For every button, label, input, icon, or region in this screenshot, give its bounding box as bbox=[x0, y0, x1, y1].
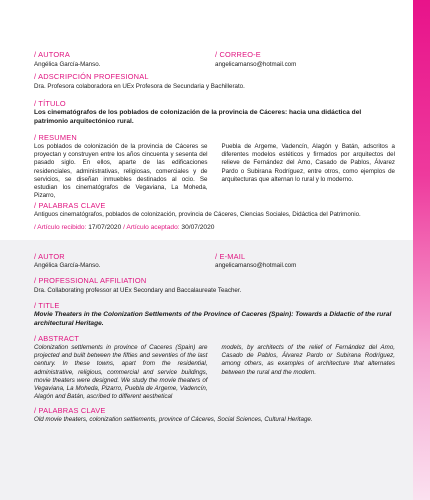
affiliation-label: / ADSCRIPCIÓN PROFESIONAL bbox=[34, 72, 149, 81]
author-label-en: / AUTOR bbox=[34, 252, 65, 261]
abstract-text-en bbox=[34, 344, 395, 401]
abstract-column-2: Puebla de Argeme, Vadencín, Alagón y Batán, adscritos a diferentes modelos estéticos y firmados por arquitectos del relieve de Fernández del Amo, Casado de Pablos, Álvarez Pardo o Subirana Rodríguez, entre otros, como ejemplos de arquitecturas que alternan lo rural y lo moderno. bbox=[221, 143, 395, 183]
accepted-date: 30/07/2020 bbox=[181, 224, 215, 231]
email-label-en: / E-MAIL bbox=[215, 252, 246, 261]
keywords-label: / PALABRAS CLAVE bbox=[34, 201, 106, 210]
abstract-column-1-en: Colonization settlements in province of Caceres (Spain) are projected and built between the fifties and seventies of the last century. In these towns, apart from the residential, administrative, religious, commercial and service buildings, movie theaters were designed. We study the movie theaters of Vegaviana, La Moheda, Pizarro, Puebla de Argeme, Vadencín, Alagón and Batán, ascribed to different aesthetical bbox=[34, 344, 208, 401]
email-label: / CORREO-E bbox=[215, 50, 261, 59]
email-value[interactable]: angelicamanso@hotmail.com bbox=[215, 61, 297, 68]
affiliation-label-en: / PROFESSIONAL AFFILIATION bbox=[34, 276, 147, 285]
spanish-metadata-section bbox=[0, 40, 413, 240]
title-label-en: / TITLE bbox=[34, 301, 60, 310]
keywords-label-en: / PALABRAS CLAVE bbox=[34, 406, 106, 415]
article-title-en: Movie Theaters in the Colonization Settlements of the Province of Caceres (Spain): Towards a Didactic of the rural architectural Heritage. bbox=[34, 311, 392, 327]
article-title: Los cinematógrafos de los poblados de colonización de la provincia de Cáceres: hacia una didáctica del patrimonio arquitectónico rural. bbox=[34, 109, 362, 125]
keywords-value-en: Old movie theaters, colonization settlements, province of Cáceres, Social Sciences, Cultural Heritage. bbox=[34, 416, 313, 423]
abstract-label-en: / ABSTRACT bbox=[34, 334, 80, 343]
accepted-label: / Artículo aceptado: bbox=[123, 224, 180, 231]
abstract-label: / RESUMEN bbox=[34, 133, 77, 142]
author-name: Angélica García-Manso. bbox=[34, 61, 101, 68]
received-date: 17/07/2020 bbox=[88, 224, 122, 231]
affiliation-value-en: Dra. Collaborating professor at UEx Secondary and Baccalaureate Teacher. bbox=[34, 287, 242, 294]
dates-line bbox=[34, 224, 214, 231]
received-label: / Artículo recibido: bbox=[34, 224, 87, 231]
title-label: / TÍTULO bbox=[34, 99, 66, 108]
email-value-en[interactable]: angelicamanso@hotmail.com bbox=[215, 262, 297, 269]
author-label: / AUTORA bbox=[34, 50, 70, 59]
author-name-en: Angélica García-Manso. bbox=[34, 262, 101, 269]
decorative-side-bar bbox=[413, 0, 430, 500]
abstract-column-2-en: models, by architects of the relief of Fernández del Amo, Casado de Pablos, Álvarez Pardo or Subirana Rodríguez, among others, as examples of architecture that alternates between the rural and the modern. bbox=[221, 344, 395, 376]
keywords-value: Antiguos cinematógrafos, poblados de colonización, provincia de Cáceres, Ciencias Sociales, Didáctica del Patrimonio. bbox=[34, 211, 361, 218]
affiliation-value: Dra. Profesora colaboradora en UEx Profesora de Secundaria y Bachillerato. bbox=[34, 83, 245, 90]
english-metadata-section bbox=[0, 240, 413, 500]
abstract-text bbox=[34, 143, 395, 200]
abstract-column-1: Los poblados de colonización de la provincia de Cáceres se proyectan y construyen entre los años cincuenta y sesenta del pasado siglo. En ellos, aparte de las edificaciones residenciales, administrativas, religiosas, comerciales y de servicios, se diseñan inmuebles destinados al ocio. Se estudian los cinematógrafos de Vegaviana, La Moheda, Pizarro, bbox=[34, 143, 208, 200]
